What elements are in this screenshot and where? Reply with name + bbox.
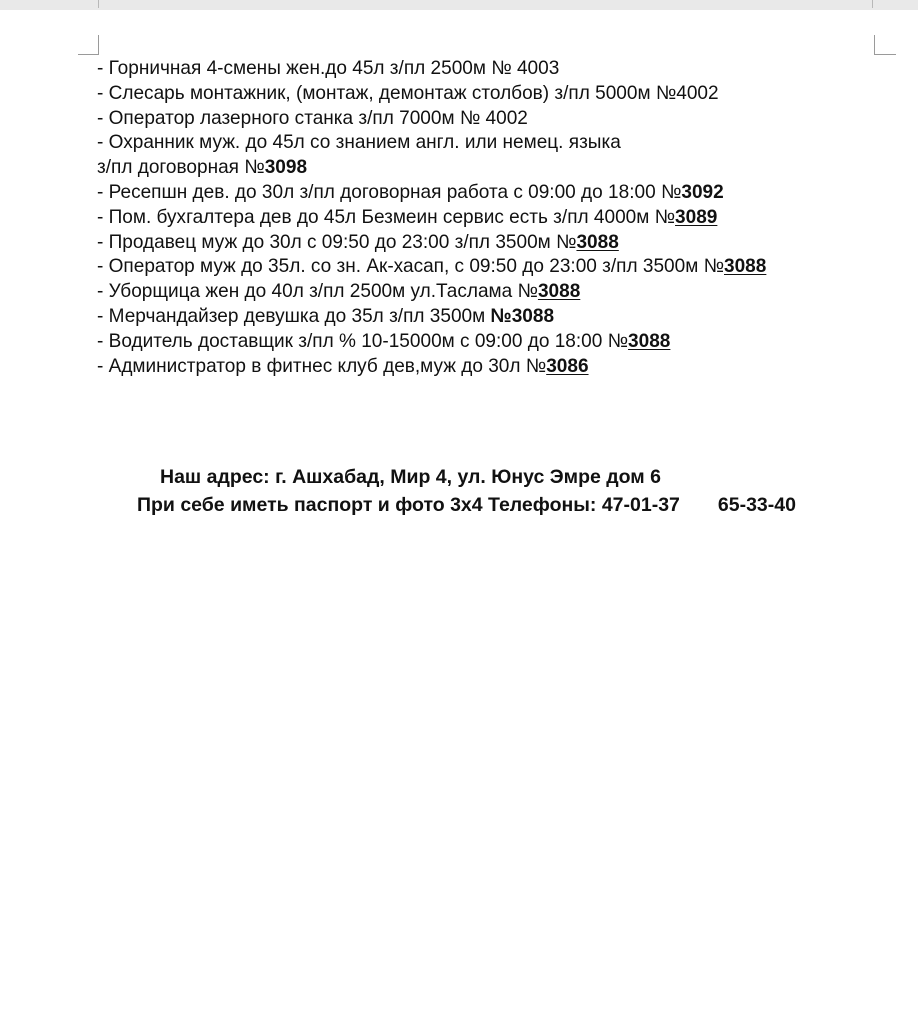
job-item (97, 304, 878, 329)
ruler-tick (872, 0, 873, 8)
job-item (97, 354, 878, 379)
job-item (97, 180, 878, 205)
ruler-bar (0, 0, 918, 10)
job-text: - Оператор муж до 35л. со зн. Ак-хасап, с 09:50 до 23:00 з/пл 3500м № (97, 255, 725, 278)
job-number: 3088 (576, 230, 619, 253)
job-number: 3088 (724, 255, 767, 278)
job-text: - Охранник муж. до 45л со знанием англ. или немец. языка (97, 131, 621, 154)
job-item (97, 254, 878, 279)
job-text: - Пом. бухгалтера дев до 45л Безмеин сервис есть з/пл 4000м № (97, 205, 676, 228)
job-number: 3092 (681, 180, 724, 203)
job-text: - Горничная 4-смены жен.до 45л з/пл 2500м № 4003 (97, 57, 560, 79)
documents-phones-text: При себе иметь паспорт и фото 3х4 Телефоны: 47-01-37 (137, 494, 680, 516)
job-text: - Мерчандайзер девушка до 35л з/пл 3500м (97, 304, 491, 327)
job-list (97, 56, 897, 378)
job-number: 3089 (675, 205, 718, 228)
job-number: №3088 (490, 304, 555, 327)
job-text: - Уборщица жен до 40л з/пл 2500м ул.Таслама № (97, 280, 538, 303)
job-item (97, 329, 878, 354)
phone-number: 65-33-40 (717, 494, 796, 516)
job-item (97, 279, 878, 304)
address-text: Наш адрес: г. Ашхабад, Мир 4, ул. Юнус Эмре дом 6 (160, 466, 661, 488)
job-number: 3098 (264, 156, 308, 179)
documents-phones-line (137, 494, 796, 517)
job-item (97, 130, 878, 155)
job-item (97, 230, 878, 255)
job-item (97, 155, 878, 180)
job-number: 3086 (546, 354, 589, 377)
job-text: - Водитель доставщик з/пл % 10-15000м с 09:00 до 18:00 № (97, 329, 629, 352)
job-text: - Оператор лазерного станка з/пл 7000м № 4002 (97, 106, 528, 129)
job-item (97, 205, 878, 230)
address-line (160, 466, 661, 489)
job-number: 3088 (628, 329, 671, 352)
job-text: - Продавец муж до 30л с 09:50 до 23:00 з/пл 3500м № (97, 230, 577, 253)
ruler-tick (98, 0, 99, 8)
job-item (97, 106, 878, 131)
job-text: з/пл договорная № (97, 156, 265, 179)
job-item (97, 81, 878, 106)
job-text: - Ресепшн дев. до 30л з/пл договорная работа с 09:00 до 18:00 № (97, 180, 682, 203)
job-item (97, 56, 878, 81)
job-text: - Слесарь монтажник, (монтаж, демонтаж столбов) з/пл 5000м №4002 (97, 81, 719, 104)
job-number: 3088 (537, 280, 581, 303)
job-text: - Администратор в фитнес клуб дев,муж до 30л № (97, 354, 547, 377)
